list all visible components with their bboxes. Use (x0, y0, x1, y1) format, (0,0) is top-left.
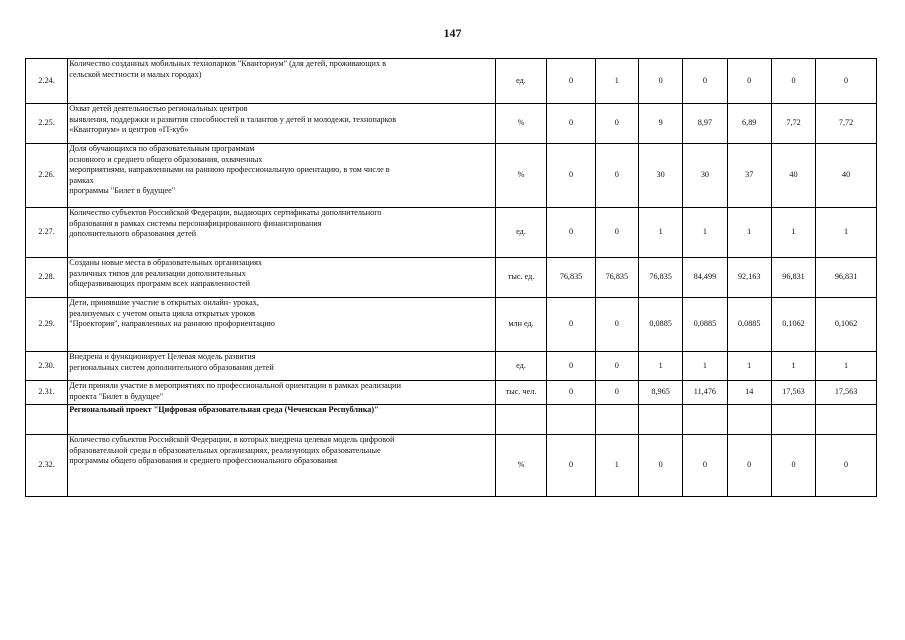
row-number (26, 405, 68, 435)
value-cell: 0,0885 (638, 298, 682, 352)
indicator-description (68, 208, 496, 258)
value-cell: 30 (683, 144, 727, 208)
description-line: Количество субъектов Российской Федерации, в которых внедрена целевая модель цифровой (69, 435, 395, 444)
section-title: Региональный проект "Цифровая образовательная среда (Чеченская Республика)" (68, 405, 496, 435)
value-cell: 11,476 (683, 381, 727, 405)
value-cell: 0 (595, 208, 638, 258)
unit-cell (495, 405, 547, 435)
unit-cell: ед. (495, 352, 547, 381)
row-number: 2.29. (26, 298, 68, 352)
description-line: Охват детей деятельностью региональных центров (69, 104, 248, 113)
table-row (26, 208, 877, 258)
value-cell (771, 405, 815, 435)
indicator-description (68, 144, 496, 208)
value-cell: 30 (638, 144, 682, 208)
value-cell: 1 (727, 208, 771, 258)
value-cell: 0 (771, 435, 815, 497)
unit-cell: ед. (495, 59, 547, 104)
description-line: различных типов для реализации дополнительных (69, 268, 246, 278)
unit-cell: % (495, 144, 547, 208)
value-cell: 0 (683, 59, 727, 104)
value-cell: 1 (771, 208, 815, 258)
table-row (26, 144, 877, 208)
value-cell: 0 (595, 298, 638, 352)
description-line: Созданы новые места в образовательных организациях (69, 258, 262, 267)
row-number: 2.30. (26, 352, 68, 381)
value-cell: 0,1062 (771, 298, 815, 352)
table-row (26, 352, 877, 381)
value-cell: 1 (595, 59, 638, 104)
value-cell: 6,89 (727, 104, 771, 144)
value-cell: 76,835 (595, 258, 638, 298)
value-cell: 0 (547, 352, 595, 381)
value-cell: 0 (771, 59, 815, 104)
value-cell: 0 (547, 298, 595, 352)
value-cell: 9 (638, 104, 682, 144)
value-cell: 96,831 (771, 258, 815, 298)
value-cell (816, 405, 877, 435)
value-cell: 17,563 (771, 381, 815, 405)
description-line: региональных систем дополнительного образования детей (69, 362, 274, 372)
value-cell: 8,965 (638, 381, 682, 405)
unit-cell: тыс. чел. (495, 381, 547, 405)
description-line: мероприятиями, направленными на раннюю профессиональную ориентацию, в том числе в (69, 165, 390, 175)
value-cell: 0 (727, 435, 771, 497)
indicators-table (25, 58, 877, 497)
description-line: «Кванториум» и центров «IT-куб» (69, 125, 189, 135)
value-cell: 76,835 (638, 258, 682, 298)
table-body (26, 59, 877, 497)
value-cell: 40 (771, 144, 815, 208)
description-line: проекта "Билет в будущее" (69, 391, 164, 401)
description-line: основного и среднего общего образования, охваченных (69, 154, 263, 164)
value-cell (683, 405, 727, 435)
value-cell: 0 (727, 59, 771, 104)
value-cell (547, 405, 595, 435)
value-cell: 0 (595, 381, 638, 405)
value-cell: 96,831 (816, 258, 877, 298)
value-cell: 0 (816, 435, 877, 497)
description-line: программы общего образования и среднего профессионального образования (69, 456, 338, 466)
description-line: Дети, принявшие участие в открытых онлайн- уроках, (69, 298, 259, 307)
row-number: 2.31. (26, 381, 68, 405)
description-line: выявления, поддержки и развития способностей и талантов у детей и молодежи, технопарков (69, 114, 397, 124)
indicator-description (68, 258, 496, 298)
row-number: 2.27. (26, 208, 68, 258)
value-cell: 0 (595, 352, 638, 381)
value-cell: 0 (638, 59, 682, 104)
row-number: 2.26. (26, 144, 68, 208)
value-cell: 0,0885 (727, 298, 771, 352)
value-cell: 1 (727, 352, 771, 381)
value-cell: 0 (547, 381, 595, 405)
description-line: Количество созданных мобильных технопарков "Кванториум" (для детей, проживающих в (69, 59, 386, 68)
table-row (26, 104, 877, 144)
value-cell: 1 (683, 352, 727, 381)
value-cell (595, 405, 638, 435)
row-number: 2.32. (26, 435, 68, 497)
value-cell: 0 (547, 144, 595, 208)
value-cell: 1 (638, 208, 682, 258)
value-cell: 40 (816, 144, 877, 208)
value-cell: 1 (595, 435, 638, 497)
indicator-description (68, 298, 496, 352)
description-line: дополнительного образования детей (69, 229, 197, 239)
indicator-description (68, 104, 496, 144)
value-cell: 0 (547, 208, 595, 258)
description-line: Дети приняли участие в мероприятиях по профессиональной ориентации в рамках реализации (69, 381, 401, 390)
description-line: Количество субъектов Российской Федерации, выдающих сертификаты дополнительного (69, 208, 382, 217)
table-row (26, 258, 877, 298)
value-cell: 1 (816, 208, 877, 258)
value-cell: 17,563 (816, 381, 877, 405)
value-cell: 8,97 (683, 104, 727, 144)
table-row (26, 298, 877, 352)
value-cell: 1 (771, 352, 815, 381)
unit-cell: % (495, 435, 547, 497)
unit-cell: ед. (495, 208, 547, 258)
value-cell: 0 (547, 59, 595, 104)
value-cell: 37 (727, 144, 771, 208)
unit-cell: % (495, 104, 547, 144)
table-row (26, 59, 877, 104)
description-line: реализуемых с учетом опыта цикла открытых уроков (69, 308, 255, 318)
description-line: образования в рамках системы персонифицированного финансирования (69, 218, 322, 228)
row-number: 2.28. (26, 258, 68, 298)
description-line: Внедрена и функционирует Целевая модель развития (69, 352, 256, 361)
value-cell: 0 (638, 435, 682, 497)
value-cell: 84,499 (683, 258, 727, 298)
table-row (26, 381, 877, 405)
value-cell (638, 405, 682, 435)
value-cell: 0 (547, 435, 595, 497)
value-cell: 0 (683, 435, 727, 497)
unit-cell: млн ед. (495, 298, 547, 352)
description-line: рамках (69, 175, 94, 185)
description-line: "Проектория", направленных на раннюю профориентацию (69, 319, 275, 329)
value-cell (727, 405, 771, 435)
section-row (26, 405, 877, 435)
page-number: 147 (443, 26, 462, 40)
value-cell: 0 (547, 104, 595, 144)
value-cell: 76,835 (547, 258, 595, 298)
value-cell: 7,72 (816, 104, 877, 144)
value-cell: 7,72 (771, 104, 815, 144)
value-cell: 1 (816, 352, 877, 381)
indicator-description (68, 381, 496, 405)
description-line: программы "Билет в будущее" (69, 186, 176, 196)
description-line: образовательной среды в образовательных организациях, реализующих образовательные (69, 445, 381, 455)
description-line: Доля обучающихся по образовательным программам (69, 144, 255, 153)
indicator-description (68, 352, 496, 381)
value-cell: 0 (595, 104, 638, 144)
value-cell: 0 (816, 59, 877, 104)
row-number: 2.24. (26, 59, 68, 104)
description-line: общеразвивающих программ всех направленностей (69, 279, 251, 289)
value-cell: 1 (683, 208, 727, 258)
unit-cell: тыс. ед. (495, 258, 547, 298)
value-cell: 14 (727, 381, 771, 405)
description-line: сельской местности и малых городах) (69, 69, 202, 79)
table-row (26, 435, 877, 497)
indicator-description (68, 435, 496, 497)
indicator-description (68, 59, 496, 104)
value-cell: 0,1062 (816, 298, 877, 352)
value-cell: 92,163 (727, 258, 771, 298)
value-cell: 1 (638, 352, 682, 381)
value-cell: 0 (595, 144, 638, 208)
value-cell: 0,0885 (683, 298, 727, 352)
row-number: 2.25. (26, 104, 68, 144)
